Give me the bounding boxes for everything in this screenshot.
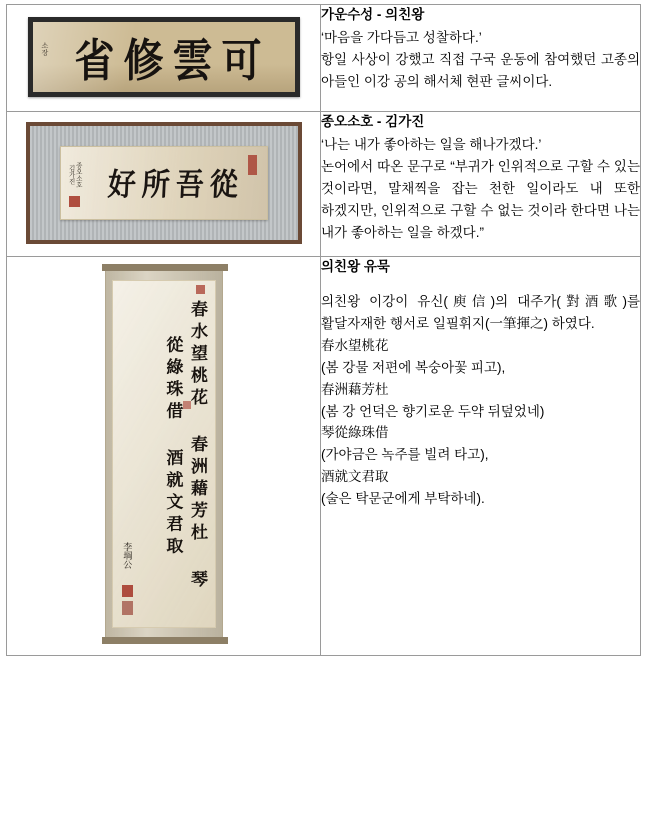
artwork-cell-2 — [7, 112, 321, 257]
artwork-image-2 — [7, 112, 320, 256]
row-3-line-5: (봄 강 언덕은 향기로운 두약 뒤덮었네) — [321, 403, 545, 419]
calligraphy-text-3: 春水望桃花 春洲藉芳杜 琴從綠珠借 酒就文君取 — [161, 299, 207, 593]
artwork-image-3 — [7, 257, 320, 655]
artwork-cell-3 — [7, 257, 321, 656]
row-body-3 — [321, 291, 640, 510]
row-title-1: 가운수성 - 의친왕 — [321, 7, 425, 22]
artwork-description-table — [6, 4, 641, 656]
side-inscription-2: 종오소호 김가진 — [67, 162, 83, 188]
seal-icon — [69, 196, 80, 207]
artist-signature-3: 李堈公 — [121, 542, 132, 569]
row-3-line-8: 酒就文君取 — [321, 469, 389, 485]
description-cell-3 — [321, 257, 641, 656]
row-title-3: 의친왕 유묵 — [321, 259, 390, 274]
side-inscription-1: 소장 — [40, 42, 49, 56]
table-row — [7, 112, 641, 257]
row-title-2: 종오소호 - 김가진 — [321, 114, 425, 129]
artwork-cell-1 — [7, 5, 321, 112]
row-2-line-2: 논어에서 따온 문구로 “부귀가 인위적으로 구할 수 있는 것이라면, 말채찍을 잡는 천한 일이라도 내 또한 하겠지만, 인위적으로 구할 수 없는 것이라 한다면 나는 내가 좋아하는 일을 하겠다.” — [321, 159, 640, 240]
scroll-rod-bottom — [102, 637, 228, 644]
scroll-rod-top — [102, 264, 228, 271]
calligraphy-text-1: 省修雲可 — [74, 34, 271, 87]
seal-icon — [196, 285, 205, 294]
description-cell-2 — [321, 112, 641, 257]
seal-icon — [122, 585, 133, 597]
scroll-mount-2 — [30, 126, 298, 240]
row-2-line-1: ‘나는 내가 좋아하는 일을 해나가겠다.’ — [321, 137, 542, 153]
hanging-scroll-3 — [105, 269, 223, 639]
row-3-line-3: (봄 강물 저편에 복숭아꽃 피고), — [321, 359, 506, 375]
seal-icon — [122, 601, 133, 615]
table-row — [7, 257, 641, 656]
table-row — [7, 5, 641, 112]
row-3-line-2: 春水望桃花 — [321, 337, 389, 353]
scroll-paper-3 — [112, 280, 216, 628]
row-3-line-1: 의친왕 이강이 유신(庾信)의 대주가(對酒歌)를 활달자재한 행서로 일필휘지(一筆揮之) 하였다. — [321, 294, 640, 332]
scroll-paper-2 — [60, 146, 268, 220]
row-3-line-6: 琴從綠珠借 — [321, 425, 389, 441]
plaque-surface — [33, 22, 295, 92]
calligraphy-text-2: 好所吾從 — [107, 166, 246, 203]
description-cell-1 — [321, 5, 641, 112]
seal-icon — [248, 155, 257, 175]
row-body-2 — [321, 134, 640, 243]
row-1-line-2: 항일 사상이 강했고 직접 구국 운동에 참여했던 고종의 아들인 이강 공의 해서체 현판 글씨이다. — [321, 52, 640, 89]
row-1-line-1: ‘마음을 가다듬고 성찰하다.’ — [321, 30, 482, 46]
plaque-frame — [28, 17, 300, 97]
row-body-1 — [321, 27, 640, 93]
artwork-image-1 — [7, 5, 320, 111]
row-3-line-7: (가야금은 녹주를 빌려 타고), — [321, 447, 489, 463]
row-3-line-4: 春洲藉芳杜 — [321, 381, 389, 397]
scroll-frame-2 — [26, 122, 302, 244]
row-3-line-9: (술은 탁문군에게 부탁하네). — [321, 490, 485, 506]
